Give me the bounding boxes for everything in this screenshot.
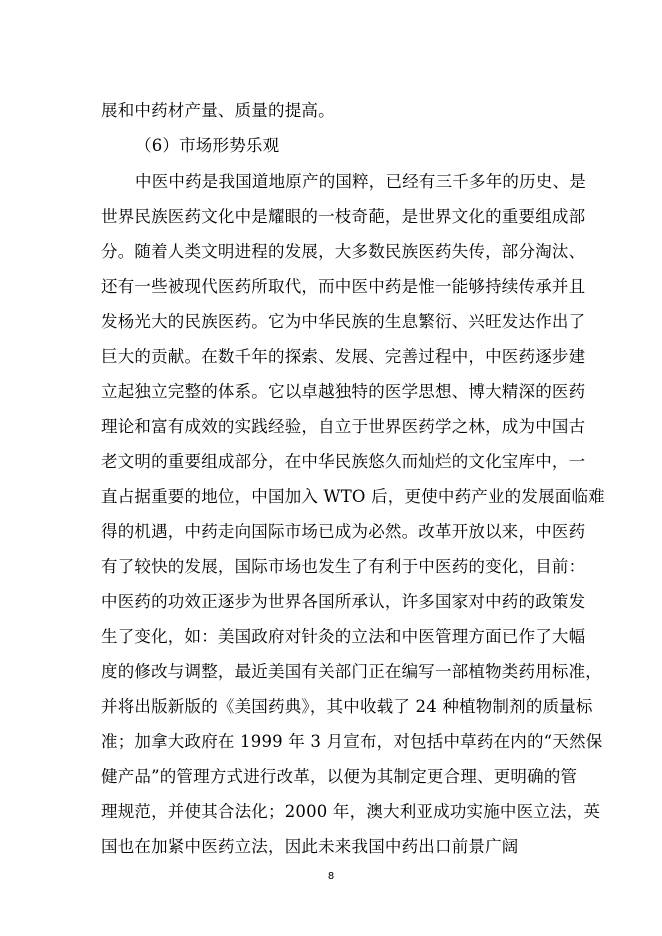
text-line-19: 准；加拿大政府在 1999 年 3 月宣布，对包括中草药在内的“天然保 (101, 732, 603, 751)
text-line-3: 中医中药是我国道地原产的国粹，已经有三千多年的历史、是 (135, 172, 586, 191)
text-line-5: 分。随着人类文明进程的发展，大多数民族医药失传，部分淘汰、 (101, 242, 586, 261)
text-line-6: 还有一些被现代医药所取代，而中医中药是惟一能够持续传承并且 (101, 277, 586, 296)
text-line-1: 展和中药材产量、质量的提高。 (101, 101, 335, 120)
text-line-13: 得的机遇，中药走向国际市场已成为必然。改革开放以来，中医药 (101, 522, 586, 541)
text-line-18: 并将出版新版的《美国药典》，其中收载了 24 种植物制剂的质量标 (101, 697, 593, 716)
text-line-8: 巨大的贡献。在数千年的探索、发展、完善过程中，中医药逐步建 (101, 347, 586, 366)
section-heading: （6）市场形势乐观 (135, 136, 280, 155)
text-line-7: 发杨光大的民族医药。它为中华民族的生息繁衍、兴旺发达作出了 (101, 312, 586, 331)
text-line-22: 国也在加紧中医药立法，因此未来我国中药出口前景广阔 (101, 837, 519, 856)
text-line-10: 理论和富有成效的实践经验，自立于世界医药学之林，成为中国古 (101, 417, 586, 436)
text-line-12: 直占据重要的地位，中国加入 WTO 后，更使中药产业的发展面临难 (101, 487, 605, 506)
text-line-20: 健产品”的管理方式进行改革，以便为其制定更合理、更明确的管 (101, 767, 578, 786)
text-line-21: 理规范，并使其合法化；2000 年，澳大利亚成功实施中医立法，英 (101, 802, 601, 821)
text-line-17: 度的修改与调整，最近美国有关部门正在编写一部植物类药用标准， (101, 662, 602, 681)
text-line-9: 立起独立完整的体系。它以卓越独特的医学思想、博大精深的医药 (101, 382, 586, 401)
text-line-15: 中医药的功效正逐步为世界各国所承认，许多国家对中药的政策发 (101, 592, 586, 611)
text-line-11: 老文明的重要组成部分，在中华民族悠久而灿烂的文化宝库中，一 (101, 452, 586, 471)
text-line-4: 世界民族医药文化中是耀眼的一枝奇葩，是世界文化的重要组成部 (101, 207, 586, 226)
page-number: 8 (327, 871, 335, 882)
text-line-16: 生了变化，如：美国政府对针灸的立法和中医管理方面已作了大幅 (101, 627, 586, 646)
text-line-14: 有了较快的发展，国际市场也发生了有利于中医药的变化，目前： (101, 557, 586, 576)
